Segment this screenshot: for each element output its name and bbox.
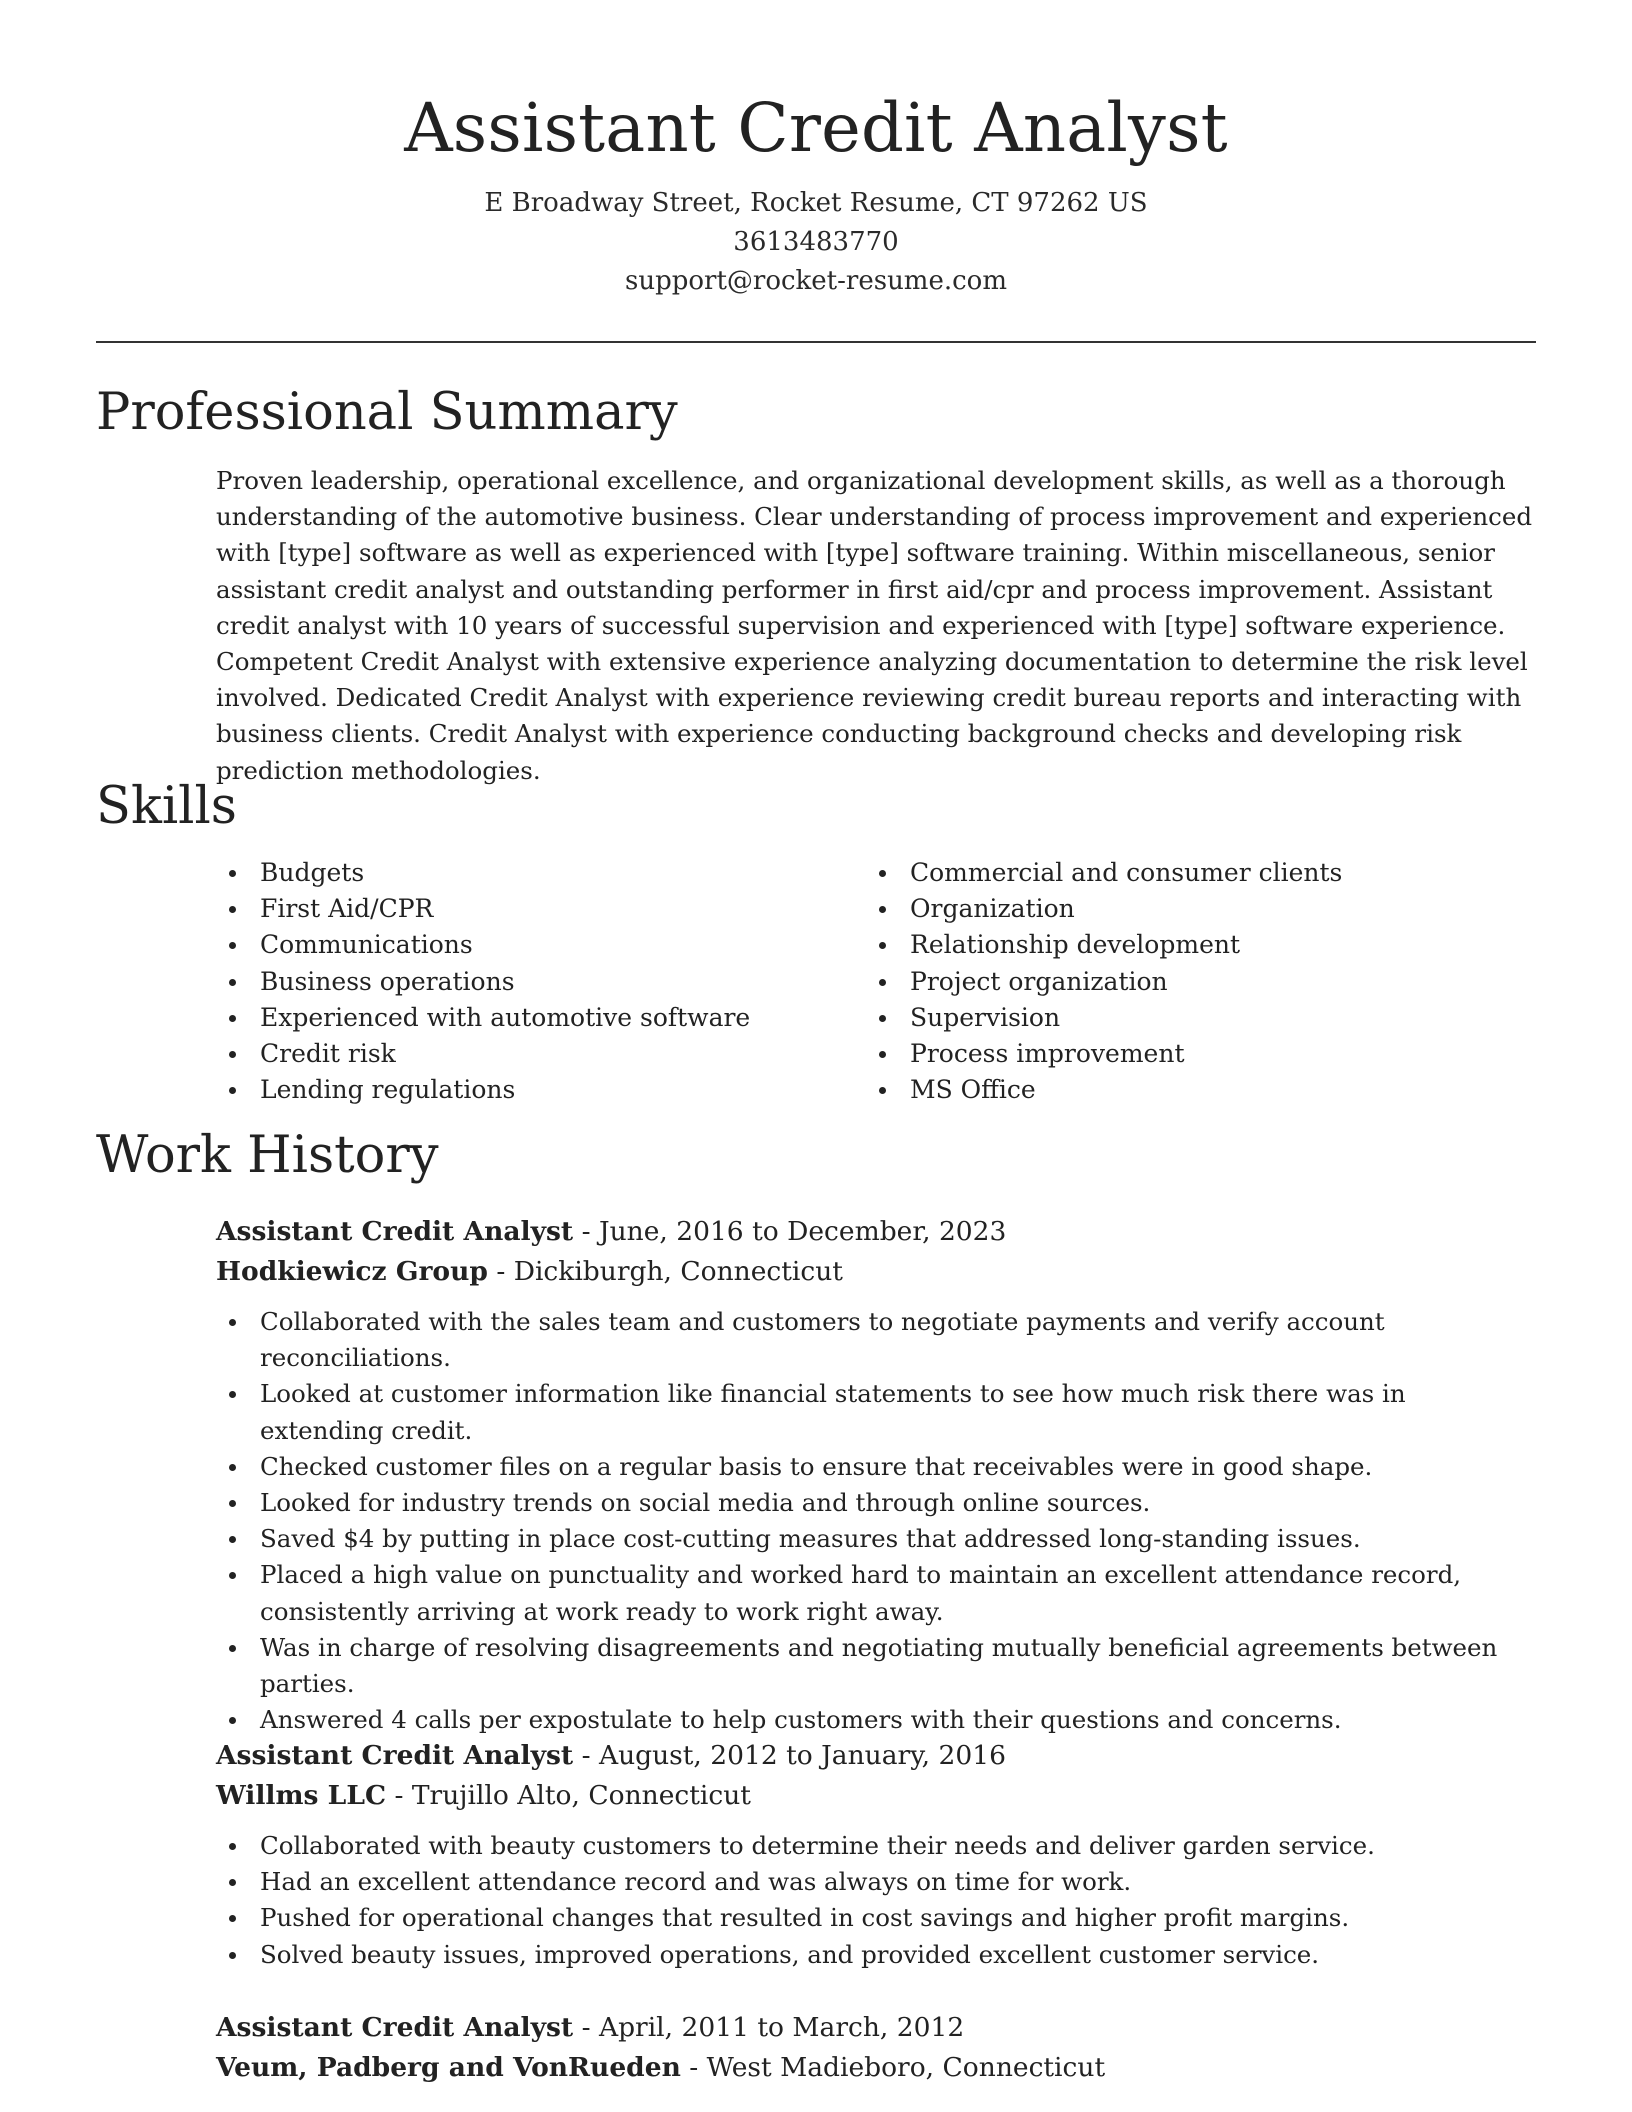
job-role-line (216, 1736, 1536, 1776)
job-dates: - August, 2012 to January, 2016 (573, 1740, 1006, 1771)
job-role-line (216, 1212, 1536, 1252)
skills-column-right (866, 855, 1516, 1108)
job-location: - Dickiburgh, Connecticut (487, 1256, 843, 1287)
skill-item: MS Office (866, 1072, 1516, 1108)
skill-item: Credit risk (216, 1036, 866, 1072)
job-location: - West Madieboro, Connecticut (680, 2052, 1106, 2083)
duty-item: Saved $4 by putting in place cost-cutting measures that addressed long-standing issues. (216, 1521, 1536, 1557)
skill-item: Relationship development (866, 927, 1516, 963)
job-company: Willms LLC (216, 1780, 387, 1811)
candidate-title: Assistant Credit Analyst (404, 89, 1228, 167)
job-company-line (216, 1776, 1536, 1816)
duty-item: Collaborated with the sales team and customers to negotiate payments and verify account reconciliations. (216, 1304, 1536, 1376)
job-role: Assistant Credit Analyst (216, 1216, 574, 1247)
job-company: Veum, Padberg and VonRueden (216, 2052, 681, 2083)
skill-item: First Aid/CPR (216, 891, 866, 927)
header-divider (96, 341, 1536, 343)
resume-header (96, 82, 1536, 301)
job-dates: - June, 2016 to December, 2023 (573, 1216, 1007, 1247)
duty-item: Was in charge of resolving disagreements and negotiating mutually beneficial agreements between parties. (216, 1630, 1536, 1702)
skill-item: Business operations (216, 964, 866, 1000)
job-company-line (216, 1252, 1536, 1292)
skill-item: Organization (866, 891, 1516, 927)
job-duties (216, 1828, 1536, 1973)
skill-item: Project organization (866, 964, 1516, 1000)
work-history-heading: Work History (96, 1126, 439, 1185)
skills-heading: Skills (96, 777, 237, 836)
skill-item: Commercial and consumer clients (866, 855, 1516, 891)
duty-item: Checked customer files on a regular basis to ensure that receivables were in good shape. (216, 1449, 1536, 1485)
skill-item: Process improvement (866, 1036, 1516, 1072)
email: support@rocket-resume.com (624, 266, 1007, 296)
duty-item: Solved beauty issues, improved operations, and provided excellent customer service. (216, 1937, 1536, 1973)
job-role: Assistant Credit Analyst (216, 2012, 574, 2043)
address: E Broadway Street, Rocket Resume, CT 97262 US (484, 188, 1148, 218)
job-role: Assistant Credit Analyst (216, 1740, 574, 1771)
duty-item: Had an excellent attendance record and was always on time for work. (216, 1864, 1536, 1900)
job-location: - Trujillo Alto, Connecticut (386, 1780, 751, 1811)
duty-item: Placed a high value on punctuality and worked hard to maintain an excellent attendance record, consistently arriving at work ready to work right away. (216, 1557, 1536, 1629)
skill-item: Lending regulations (216, 1072, 866, 1108)
duty-item: Looked for industry trends on social media and through online sources. (216, 1485, 1536, 1521)
duty-item: Answered 4 calls per expostulate to help customers with their questions and concerns. (216, 1702, 1536, 1738)
summary-text: Proven leadership, operational excellence, and organizational development skills, as well as a thorough understanding of the automotive business. Clear understanding of process improvement and experienced with [type] software as well as experienced with [type] software training. Within miscellaneous, senior assistant credit analyst and outstanding performer in first aid/cpr and process improvement. Assistant credit analyst with 10 years of successful supervision and experienced with [type] software experience. Competent Credit Analyst with extensive experience analyzing documentation to determine the risk level involved. Dedicated Credit Analyst with experience reviewing credit bureau reports and interacting with business clients. Credit Analyst with experience conducting background checks and developing risk prediction methodologies. (216, 466, 1533, 785)
phone: 3613483770 (733, 227, 899, 257)
duty-item: Looked at customer information like financial statements to see how much risk there was in extending credit. (216, 1376, 1536, 1448)
job-role-line (216, 2008, 1536, 2048)
job-dates: - April, 2011 to March, 2012 (573, 2012, 965, 2043)
skills-list (216, 855, 1536, 1108)
summary-heading: Professional Summary (96, 383, 678, 442)
job-company-line (216, 2048, 1536, 2088)
job-entry (216, 2008, 1536, 2088)
duty-item: Pushed for operational changes that resulted in cost savings and higher profit margins. (216, 1900, 1536, 1936)
skills-column-left (216, 855, 866, 1108)
duty-item: Collaborated with beauty customers to determine their needs and deliver garden service. (216, 1828, 1536, 1864)
job-duties (216, 1304, 1536, 1738)
job-entry (216, 1212, 1536, 1738)
skill-item: Budgets (216, 855, 866, 891)
skill-item: Experienced with automotive software (216, 1000, 866, 1036)
job-entry (216, 1736, 1536, 1973)
skill-item: Supervision (866, 1000, 1516, 1036)
contact-block (96, 184, 1536, 301)
skill-item: Communications (216, 927, 866, 963)
job-company: Hodkiewicz Group (216, 1256, 488, 1287)
